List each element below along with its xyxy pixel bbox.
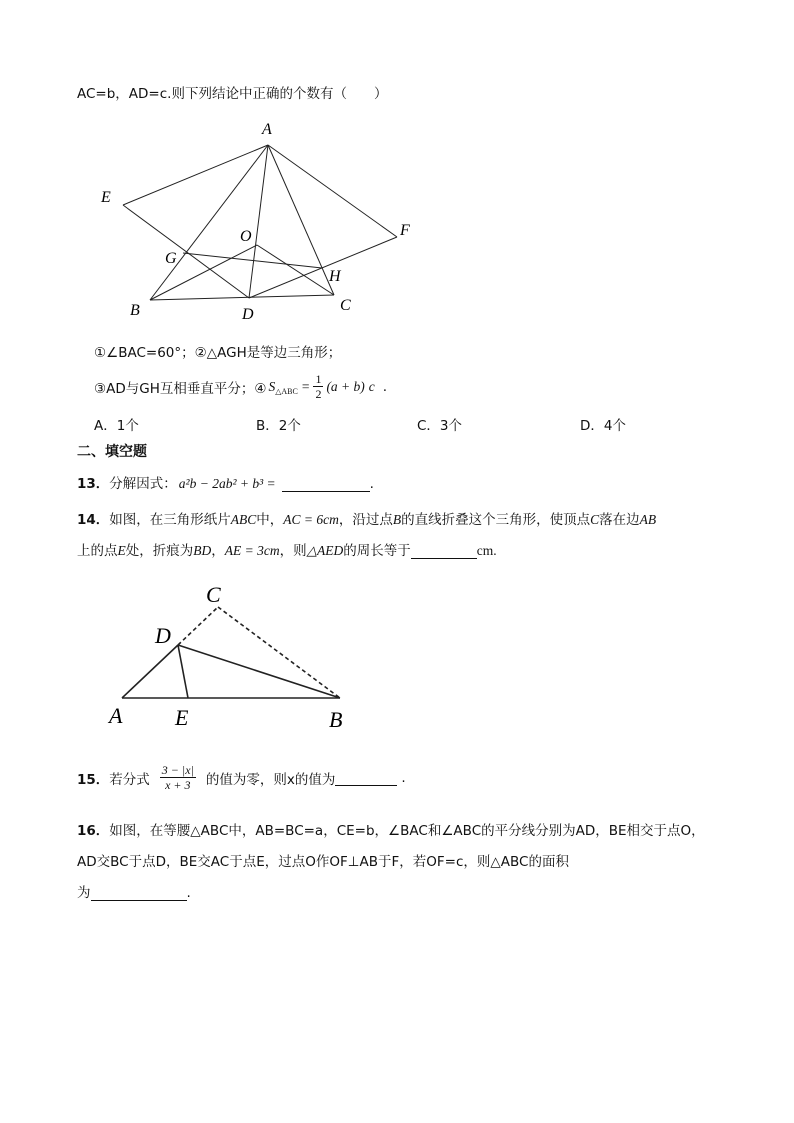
q12-option-b: B．2个 (256, 418, 301, 434)
q12-option-c: C．3个 (417, 418, 463, 434)
q15-text: 的值为零，则x的值为 (205, 771, 336, 788)
q16-answer-blank[interactable] (91, 886, 187, 901)
formula-half (313, 372, 323, 401)
q16-line3 (77, 881, 191, 901)
q14-text3: ，沿过点 (338, 512, 393, 528)
q14-answer-blank[interactable] (411, 544, 477, 559)
q14-BD: BD (193, 543, 212, 558)
q15-number: 15． (77, 771, 110, 788)
q13-expression: a²b − 2ab² + b³ = (178, 476, 276, 491)
q15-prompt: 若分式 (109, 771, 150, 788)
q14-AC: AC = 6cm (283, 512, 339, 527)
q14-text10: 的周长等于 (343, 543, 411, 559)
q14-text9: ，则 (279, 543, 307, 559)
fig12-label-G: G (165, 250, 177, 267)
q15-fraction-den: x + 3 (165, 778, 191, 792)
section-heading-fill-blank: 二、填空题 (77, 444, 147, 460)
q12-conclusion-line1: ①∠BAC=60°；②△AGH是等边三角形； (94, 345, 342, 361)
q16-text3: 为 (77, 885, 91, 901)
q12-conclusion-line2-text: ③AD与GH互相垂直平分；④ (94, 380, 267, 397)
formula-c: c (368, 378, 375, 394)
formula-S: S (268, 378, 276, 394)
q14-text5: 落在边 (599, 512, 640, 528)
fig14-label-B: B (329, 707, 343, 732)
q12-option-a: A．1个 (94, 418, 139, 434)
q14-number: 14． (77, 512, 110, 528)
q16-end: . (186, 885, 191, 901)
fig12-label-D: D (242, 306, 254, 323)
q15-fraction-num: 3 − |x| (161, 763, 194, 777)
q16-line2: AD交BC于点D，BE交AC于点E，过点O作OF⊥AB于F，若OF=c，则△ABC的面积 (77, 854, 569, 870)
q12-figure (95, 115, 425, 325)
q16-text1: 如图，在等腰△ABC中，AB=BC=a，CE=b，∠BAC和∠ABC的平分线分别为AD，BE相交于点O， (109, 823, 705, 839)
fig14-label-E: E (175, 705, 189, 730)
formula-half-den: 2 (315, 387, 322, 401)
fig12-label-A: A (262, 121, 272, 138)
q14-text8: ， (211, 543, 225, 559)
q14-B: B (392, 512, 402, 527)
q14-text1: 如图，在三角形纸片 (109, 512, 231, 528)
formula-end: . (382, 378, 388, 395)
q13-end: . (369, 476, 374, 492)
q15-end: . (401, 769, 406, 786)
q13-prompt: 分解因式： (109, 476, 177, 492)
q14-E: E (117, 543, 126, 558)
q13-answer-blank[interactable] (282, 477, 370, 492)
fig12-label-B: B (130, 302, 140, 319)
fig14-label-A: A (109, 703, 123, 728)
fig14-label-C: C (206, 582, 221, 607)
q14-C: C (590, 512, 600, 527)
fig14-label-D: D (155, 623, 171, 648)
formula-eq: = (301, 378, 310, 394)
q15-fraction (160, 763, 196, 792)
formula-half-num: 1 (315, 372, 322, 386)
formula-S-sub: △ABC (275, 387, 298, 396)
q14-text4: 的直线折叠这个三角形，使顶点 (401, 512, 591, 528)
q14-text6: 上的点 (77, 543, 118, 559)
fig12-label-F: F (400, 222, 410, 239)
q13-number: 13． (77, 476, 110, 492)
q14-AE: AE = 3cm (224, 543, 280, 558)
fig12-label-H: H (329, 268, 341, 285)
q14-figure (100, 575, 360, 735)
q15-answer-blank[interactable] (335, 771, 397, 786)
q14-line1 (77, 508, 656, 528)
q16-line1 (77, 819, 705, 839)
formula-paren: (a + b) (326, 378, 365, 394)
q14-line2 (77, 539, 497, 559)
fig12-label-O: O (240, 228, 252, 245)
q14-ABC: ABC (230, 512, 257, 527)
q14-AB: AB (639, 512, 657, 527)
fig12-label-E: E (101, 189, 111, 206)
q13 (77, 472, 374, 492)
q14-text2: 中， (256, 512, 284, 528)
q12-option-d: D．4个 (580, 418, 626, 434)
q12-conclusion-line2 (94, 372, 387, 401)
q14-AED: △AED (306, 543, 344, 558)
q12-stem: AC=b，AD=c.则下列结论中正确的个数有（ ） (77, 86, 388, 102)
q16-number: 16． (77, 823, 110, 839)
fig12-label-C: C (340, 297, 351, 314)
q14-unit: cm. (476, 543, 497, 558)
q15 (77, 763, 406, 792)
q14-text7: 处，折痕为 (125, 543, 194, 559)
